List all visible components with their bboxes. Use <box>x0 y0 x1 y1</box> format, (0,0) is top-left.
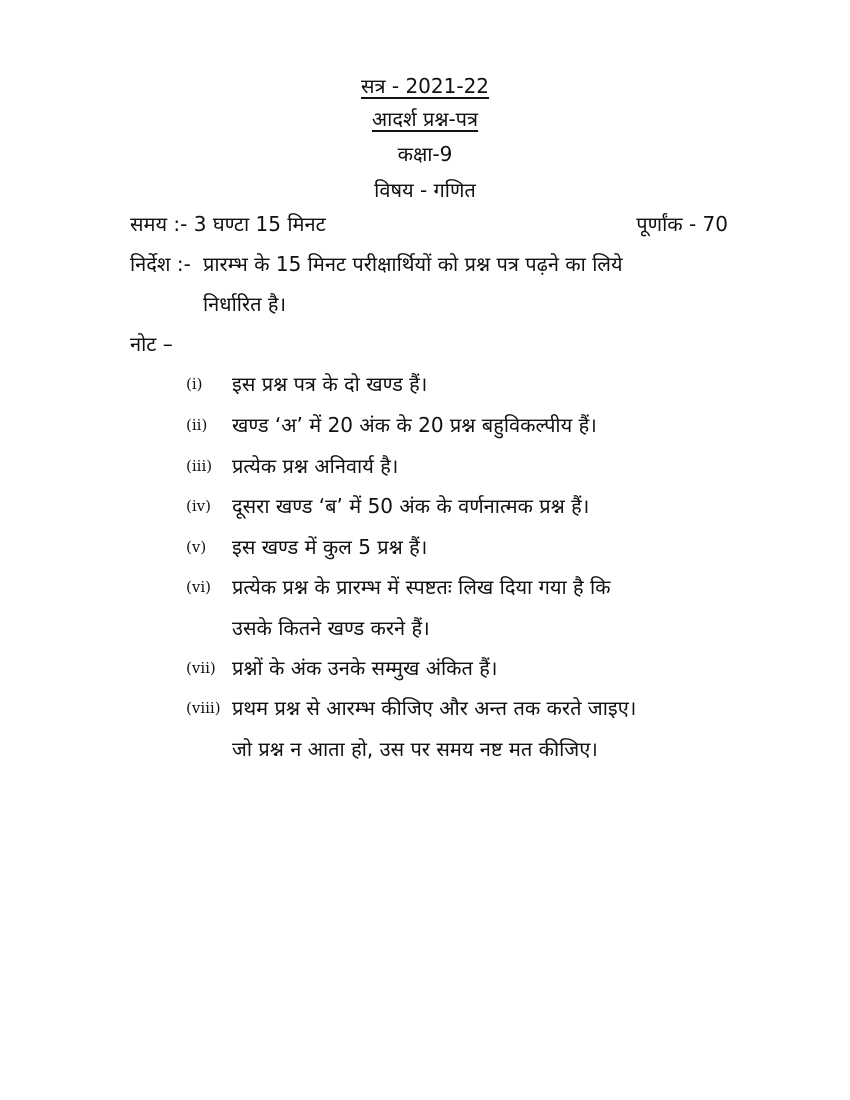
paper-text: आदर्श प्रश्न-पत्र <box>371 107 479 131</box>
note-text: इस प्रश्न पत्र के दो खण्ड हैं। <box>232 372 428 396</box>
note-number: (iii) <box>186 457 213 475</box>
note-number: (iv) <box>186 497 211 515</box>
session-heading <box>0 72 850 100</box>
max-marks-text: पूर्णांक - 70 <box>636 212 728 236</box>
instruction-label: निर्देश :- <box>130 252 191 276</box>
session-text: सत्र - 2021-22 <box>360 74 490 98</box>
note-text: प्रत्येक प्रश्न के प्रारम्भ में स्पष्टतः लिख दिया गया है कि <box>232 575 611 599</box>
subject-heading: विषय - गणित <box>374 178 476 202</box>
note-number: (vi) <box>186 578 211 596</box>
note-number: (ii) <box>186 416 208 434</box>
note-text-continued: जो प्रश्न न आता हो, उस पर समय नष्ट मत कीजिए। <box>232 737 598 761</box>
note-text: दूसरा खण्ड ‘ब’ में 50 अंक के वर्णनात्मक प्रश्न हैं। <box>232 494 590 518</box>
class-heading: कक्षा-9 <box>397 142 453 166</box>
instruction-text-line2: निर्धारित है। <box>203 292 287 316</box>
instruction-text-line1: प्रारम्भ के 15 मिनट परीक्षार्थियों को प्रश्न पत्र पढ़ने का लिये <box>203 252 623 276</box>
note-number: (viii) <box>186 699 221 717</box>
note-label: नोट – <box>130 332 173 356</box>
note-number: (i) <box>186 375 203 393</box>
time-text: समय :- 3 घण्टा 15 मिनट <box>130 212 326 236</box>
note-number: (v) <box>186 538 207 556</box>
paper-heading <box>0 105 850 133</box>
note-text: प्रथम प्रश्न से आरम्भ कीजिए और अन्त तक करते जाइए। <box>232 696 637 720</box>
note-number: (vii) <box>186 659 216 677</box>
note-text: प्रश्नों के अंक उनके सम्मुख अंकित हैं। <box>232 656 498 680</box>
note-text: प्रत्येक प्रश्न अनिवार्य है। <box>232 454 399 478</box>
note-text: खण्ड ‘अ’ में 20 अंक के 20 प्रश्न बहुविकल्पीय हैं। <box>232 413 597 437</box>
note-text-continued: उसके कितने खण्ड करने हैं। <box>232 616 430 640</box>
note-text: इस खण्ड में कुल 5 प्रश्न हैं। <box>232 535 428 559</box>
